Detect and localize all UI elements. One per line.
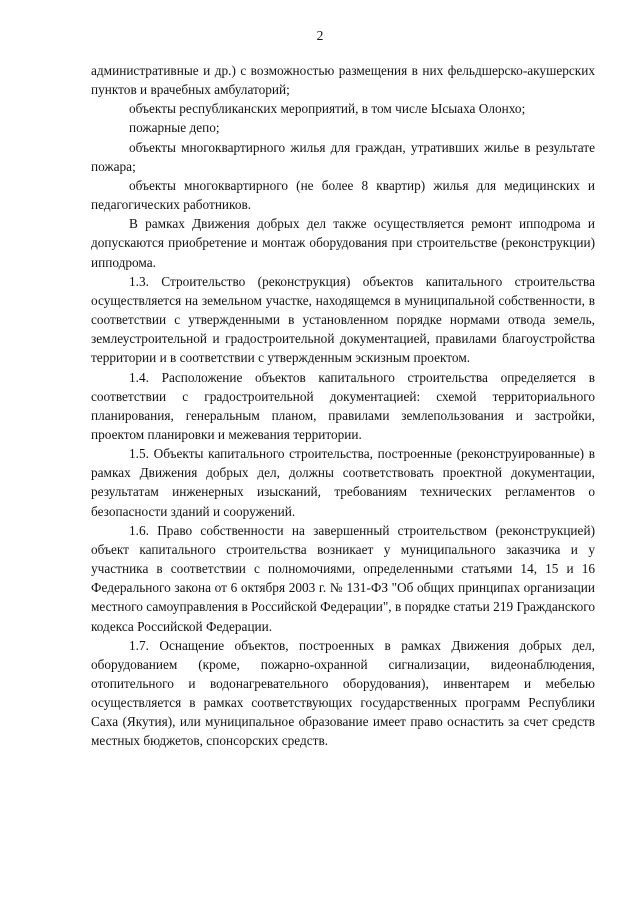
page-number: 2 [316, 28, 324, 43]
paragraph-medical-teachers-housing: объекты многоквартирного (не более 8 квартир) жилья для медицинских и педагогических работников. [91, 177, 595, 213]
clause-1-4: 1.4. Расположение объектов капитального строительства определяется в соответствии с градостроительной документацией: схемой территориального планирования, генеральным планом, правилами землепользования и застройки, проектом планировки и межевания территории. [91, 369, 595, 442]
paragraph-hippodrome: В рамках Движения добрых дел также осуществляется ремонт ипподрома и допускаются приобретение и монтаж оборудования при строительстве (реконструкции) ипподрома. [91, 216, 595, 270]
clause-1-3: 1.3. Строительство (реконструкция) объектов капитального строительства осуществляется на земельном участке, находящемся в муниципальной собственности, в соответствии с утвержденными в установленном порядке нормами отвода земель, землеустроительной и градостроительной документацией, правилами благоустройства территории и в соответствии с утвержденным эскизным проектом. [91, 273, 595, 366]
paragraph-fire-victims-housing: объекты многоквартирного жилья для граждан, утративших жилье в результате пожара; [91, 139, 595, 174]
paragraph-admin-buildings-continued: административные и др.) с возможностью размещения в них фельдшерско-акушерских пунктов и врачебных амбулаторий; [91, 63, 595, 98]
clause-1-5: 1.5. Объекты капитального строительства, построенные (реконструированные) в рамках Движения добрых дел, должны соответствовать проектной документации, результатам инженерных изысканий, требованиям технических регламентов о безопасности зданий и сооружений. [91, 446, 595, 519]
clause-1-6: 1.6. Право собственности на завершенный строительством (реконструкцией) объект капитального строительства возникает у муниципального заказчика и у участника в соответствии с полномочиями, определенными статьями 14, 15 и 16 Федерального закона от 6 октября 2003 г. № 131-ФЗ "Об общих принципах организации местного самоуправления в Российской Федерации", в порядке статьи 219 Гражданского кодекса Российской Федерации. [91, 522, 595, 634]
clause-1-7: 1.7. Оснащение объектов, построенных в рамках Движения добрых дел, оборудованием (кроме, пожарно-охранной сигнализации, видеонаблюдения, отопительного и водонагревательного оборудования), инвентарем и мебелью осуществляется в рамках соответствующих государственных программ Республики Саха (Якутия), или муниципальное образование имеет право оснастить за счет средств местных бюджетов, спонсорских средств. [91, 637, 595, 749]
paragraph-fire-depots: пожарные депо; [129, 120, 220, 136]
paragraph-republican-events: объекты республиканских мероприятий, в том числе Ысыаха Олонхо; [129, 101, 526, 117]
document-body [91, 61, 595, 751]
